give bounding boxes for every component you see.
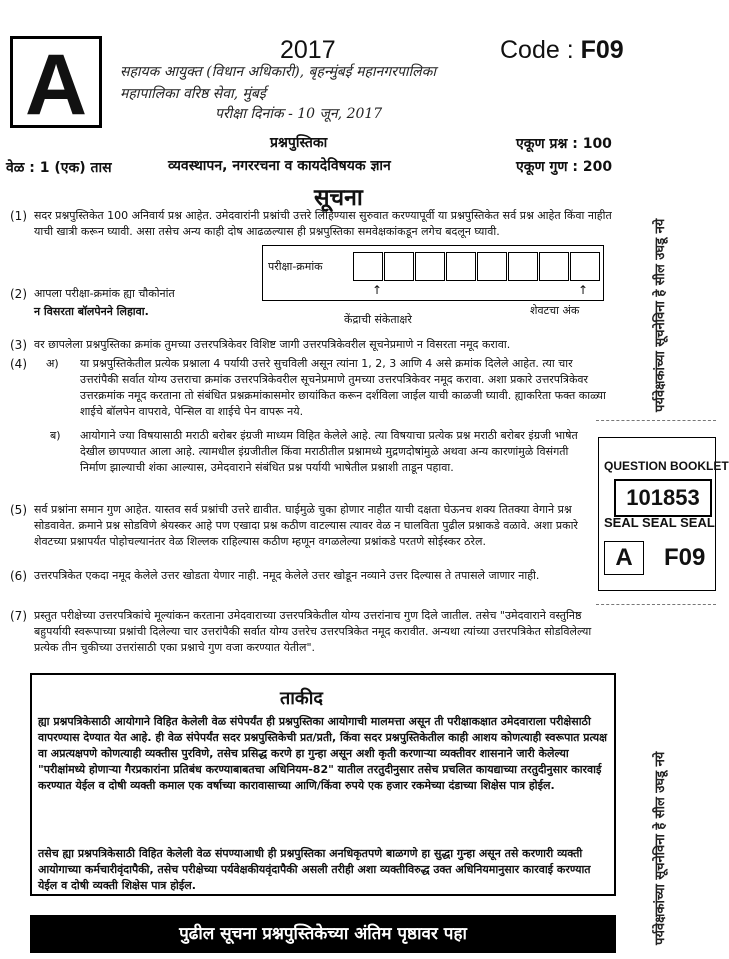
side-seal-note-bottom: पर्यवेक्षकांच्या सूचनेविना हे सील उघडू नये: [653, 751, 668, 945]
seal-label: SEAL SEAL SEAL: [604, 515, 715, 530]
roll-cell[interactable]: [477, 252, 507, 281]
instruction-3: वर छापलेला प्रश्नपुस्तिका क्रमांक तुमच्या उत्तरपत्रिकेवर विशिष्ट जागी उत्तरपत्रिकेवरील सूचनेप्रमाणे न विसरता नमूद करावा.: [34, 338, 511, 351]
booklet-number: 101853: [614, 479, 712, 517]
center-code-label: केंद्राची संकेताक्षरे: [344, 313, 412, 326]
instruction-6: उत्तरपत्रिकेत एकदा नमूद केलेले उत्तर खोडता येणार नाही. नमूद केलेले उत्तर खोडून नव्याने उत्तर दिल्यास ते तपासले जाणार नाही.: [34, 569, 540, 582]
instruction-2-num: (2): [10, 287, 27, 301]
roll-cell[interactable]: [570, 252, 600, 281]
instruction-3-num: (3): [10, 338, 27, 352]
instruction-7: प्रस्तुत परीक्षेच्या उत्तरपत्रिकांचे मूल्यांकन करताना उमेदवाराच्या उत्तरपत्रिकेतील योग्य उत्तरांनाच गुण दिले जातील. तसेच "उमेदवाराने वस्तुनिष्ठ बहुपर्यायी स्वरूपाच्या प्रश्नांची दिलेल्या चार उत्तरांपैकी सर्वात योग्य उत्तरेच उत्तरपत्रिकेत नमूद करावीत. अन्यथा त्यांच्या उत्तरपत्रिकेत सोडविलेल्या प्रत्येक तीन चुकीच्या उत्तरांसाठी एका प्रश्नाचे गुण वजा करण्यात येतील".: [34, 609, 592, 654]
warning-title: ताकीद: [280, 688, 323, 709]
instruction-6-num: (6): [10, 569, 27, 583]
footer-banner: पुढील सूचना प्रश्नपुस्तिकेच्या अंतिम पृष्ठावर पहा: [30, 915, 616, 953]
subject-title: व्यवस्थापन, नगररचना व कायदेविषयक ज्ञान: [168, 158, 391, 174]
warning-paragraph-1: ह्या प्रश्नपत्रिकेसाठी आयोगाने विहित केलेली वेळ संपेपर्यंत ही प्रश्नपुस्तिका आयोगाची मालमत्ता असून ती परीक्षाकक्षात उमेदवाराला परीक्षेसाठी वापरण्यास देण्यात येत आहे. ही वेळ संपेपर्यंत सदर प्रश्नपुस्तिकेची प्रत/प्रती, किंवा सदर प्रश्नपुस्तिकेतील काही आशय कोणत्याही स्वरूपात प्रत्यक्ष वा अप्रत्यक्षपणे कोणत्याही व्यक्तीस पुरविणे, तसेच प्रसिद्ध करणे हा गुन्हा असून अशी कृती करणाऱ्या व्यक्तीवर शासनाने जारी केलेल्या "परीक्षांमध्ये होणाऱ्या गैरप्रकारांना प्रतिबंध करण्याबाबतचा अधिनियम-82" यातील तरतुदीनुसार तसेच प्रचलित कायद्याच्या तरतुदीनुसार कारवाई करण्यात येईल व दोषी व्यक्ती कमाल एक वर्षाच्या कारावासाच्या आणि/किंवा रुपये एक हजार रकमेच्या दंडाच्या शिक्षेस पात्र होईल.: [38, 715, 607, 792]
seal-divider: [596, 604, 716, 605]
instruction-4a-num: अ): [46, 357, 59, 370]
roll-cell[interactable]: [508, 252, 538, 281]
arrow-up-icon: ↑: [372, 283, 383, 297]
handwritten-line-2: महापालिका वरिष्ठ सेवा, मुंबई: [120, 86, 266, 102]
roll-cell[interactable]: [446, 252, 476, 281]
code-label: Code :: [500, 36, 574, 64]
instruction-1: सदर प्रश्नपुस्तिकेत 100 अनिवार्य प्रश्न आहेत. उमेदवारांनी प्रश्नांची उत्तरे लिहिण्यास सुरुवात करण्यापूर्वी या प्रश्नपुस्तिकेत सर्व प्रश्न आहेत किंवा नाहीत याची खात्री करून घ्यावी. असा तसेच अन्य काही दोष आढळल्यास ही प्रश्नपुस्तिका समवेक्षकांकडून लगेच बदलून घ्यावी.: [34, 209, 612, 238]
arrow-up-icon: ↑: [578, 283, 589, 297]
roll-cell[interactable]: [353, 252, 383, 281]
instruction-7-num: (7): [10, 609, 27, 623]
instruction-2: आपला परीक्षा-क्रमांक ह्या चौकोनांत: [34, 287, 175, 300]
seal-code: F09: [664, 544, 706, 571]
total-marks: एकूण गुण : 200: [516, 159, 613, 175]
seal-divider: [596, 420, 716, 421]
last-digit-label: शेवटचा अंक: [530, 304, 580, 317]
exam-duration: वेळ : 1 (एक) तास: [6, 160, 112, 176]
instruction-4b-num: ब): [50, 429, 61, 442]
instruction-2b: न विसरता बॉलपेनने लिहावा.: [34, 305, 149, 318]
question-booklet-label: QUESTION BOOKLET: [604, 459, 729, 473]
booklet-label: प्रश्नपुस्तिका: [270, 135, 328, 151]
instruction-4a: या प्रश्नपुस्तिकेतील प्रत्येक प्रश्नाला 4 पर्यायी उत्तरे सुचविली असून त्यांना 1, 2, 3 आणि 4 असे क्रमांक दिलेले आहेत. त्या चार उत्तरांपैकी सर्वात योग्य उत्तराचा क्रमांक उत्तरपत्रिकेवरील सूचनेप्रमाणे तुमच्या उत्तरपत्रिकेवर नमूद करावा. अशा प्रकारे उत्तरपत्रिकेवर उत्तरक्रमांक नमूद करताना तो संबंधित प्रश्नक्रमांकासमोर छायांकित करून दर्शविला जाईल याची काळजी घ्यावी. ह्याकरिता फक्त काळ्या शाईचे बॉलपेन वापरावे, पेन्सिल वा शाईचे पेन वापरू नये.: [80, 357, 606, 418]
roll-cell[interactable]: [539, 252, 569, 281]
instruction-5: सर्व प्रश्नांना समान गुण आहेत. यास्तव सर्व प्रश्नांची उत्तरे द्यावीत. घाईमुळे चुका होणार नाहीत याची दक्षता घेऊनच शक्य तितक्या वेगाने प्रश्न सोडवावेत. क्रमाने प्रश्न सोडविणे श्रेयस्कर आहे पण एखादा प्रश्न कठीण वाटल्यास त्यावर वेळ न घालविता पुढील प्रश्नाकडे वळावे. अशा प्रकारे शेवटच्या प्रश्नापर्यंत पोहोचल्यानंतर वेळ शिल्लक राहिल्यास कठीण म्हणून वगळलेल्या प्रश्नांकडे परतणे सोईस्कर ठरेल.: [34, 503, 578, 548]
roll-cell[interactable]: [384, 252, 414, 281]
instruction-1-num: (1): [10, 209, 27, 223]
code-value: F09: [580, 36, 624, 64]
roll-cell[interactable]: [415, 252, 445, 281]
instruction-4-num: (4): [10, 357, 27, 371]
warning-paragraph-2: तसेच ह्या प्रश्नपत्रिकेसाठी विहित केलेली वेळ संपण्याआधी ही प्रश्नपुस्तिका अनधिकृतपणे बाळगणे हा सुद्धा गुन्हा असून तसे करणारी व्यक्ती आयोगाच्या कर्मचारीवृंदापैकी, तसेच परीक्षेच्या पर्यवेक्षकीयवृंदापैकी असली तरीही अशा व्यक्तीविरुद्ध उक्त अधिनियमानुसार कारवाई करण्यात येईल व दोषी व्यक्ती शिक्षेस पात्र होईल.: [38, 847, 591, 892]
roll-number-cells[interactable]: [353, 252, 601, 281]
set-letter: A: [10, 36, 102, 128]
seal-set-letter: A: [604, 541, 644, 575]
exam-year: 2017: [280, 36, 336, 64]
instruction-5-num: (5): [10, 503, 27, 517]
handwritten-line-3: परीक्षा दिनांक - 10 जून, 2017: [215, 106, 383, 122]
paper-code: [500, 36, 624, 65]
side-seal-note-top: पर्यवेक्षकांच्या सूचनेविना हे सील उघडू नये: [653, 218, 668, 412]
roll-number-label: परीक्षा-क्रमांक: [268, 260, 323, 273]
instructions-title: सूचना: [314, 185, 363, 211]
handwritten-line-1: सहायक आयुक्त (विधान अधिकारी), बृहन्मुंबई महानगरपालिका: [120, 64, 437, 80]
total-questions: एकूण प्रश्न : 100: [516, 136, 612, 152]
instruction-4b: आयोगाने ज्या विषयासाठी मराठी बरोबर इंग्रजी माध्यम विहित केलेले आहे. त्या विषयाचा प्रत्येक प्रश्न मराठी बरोबर इंग्रजी भाषेत देखील छापण्यात आला आहे. त्यामधील इंग्रजीतील किंवा मराठीतील प्रश्नामध्ये मुद्रणदोषांमुळे अथवा अन्य कारणांमुळे विसंगती निर्माण झाल्याची शंका आल्यास, उमेदवाराने संबंधित प्रश्न पर्यायी भाषेतील प्रश्नाशी ताडून पहावा.: [80, 429, 578, 474]
